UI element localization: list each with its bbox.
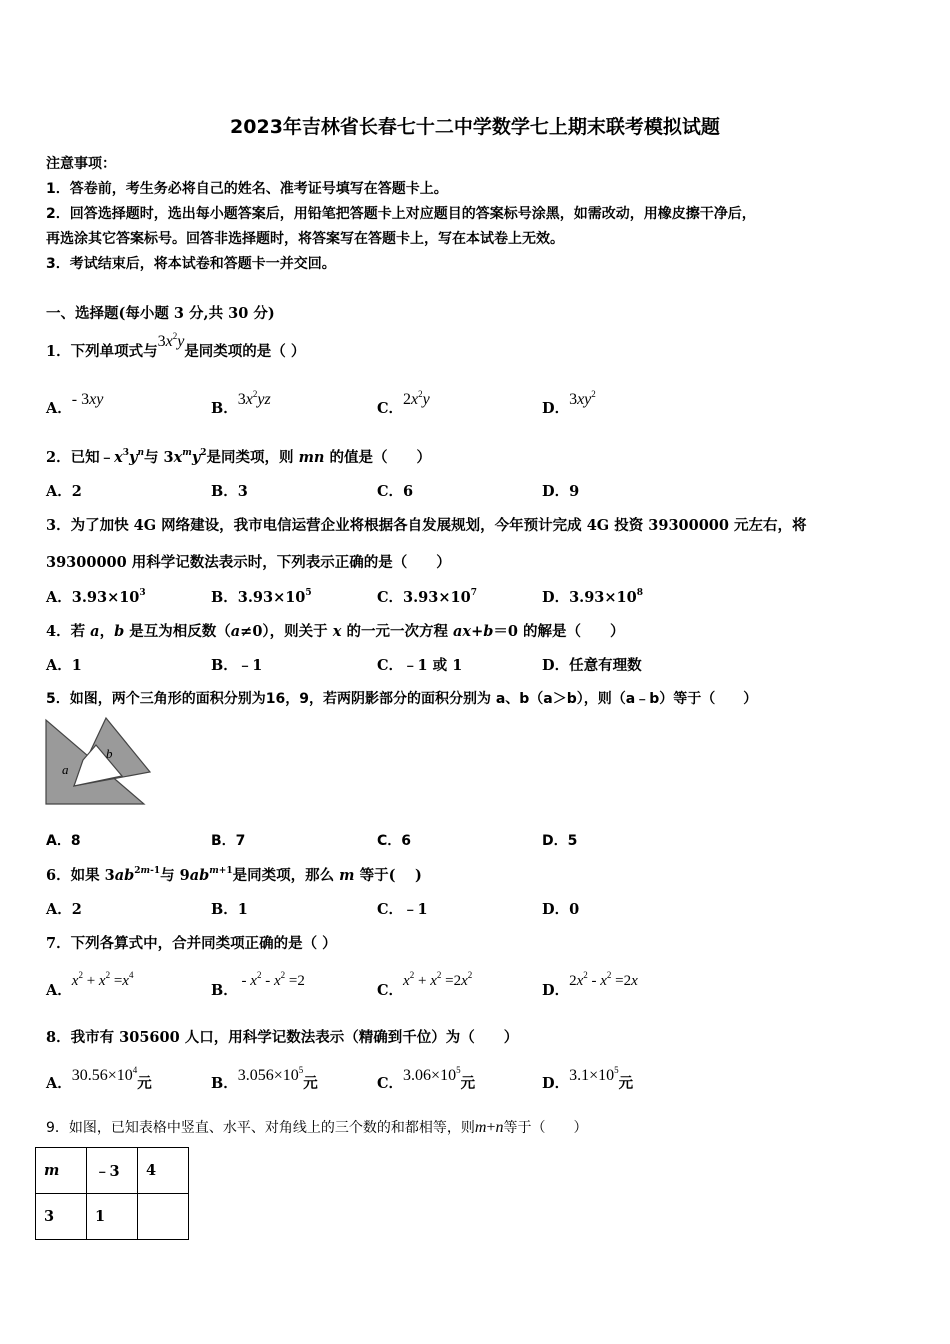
grid-cell: 1 bbox=[87, 1194, 138, 1240]
q2-option-a[interactable]: A．2 bbox=[46, 483, 82, 500]
section-heading: 一、选择题(每小题 3 分,共 30 分) bbox=[46, 305, 275, 322]
q1-pre: 1．下列单项式与 bbox=[46, 343, 158, 360]
q2-option-d[interactable]: D．9 bbox=[542, 483, 580, 500]
question-3-line2: 39300000 用科学记数法表示时，下列表示正确的是（ ） bbox=[46, 554, 451, 571]
q1-option-a[interactable]: A．- 3xy bbox=[46, 391, 104, 417]
q8-option-c[interactable]: C．$3.06\times 10^5$元 bbox=[377, 1065, 476, 1092]
q9-number-grid bbox=[35, 1147, 189, 1240]
question-6: 6．如果 $3ab^{2m-1}$与 $9ab^{m+1}$是同类项，那么 m 等于( ) bbox=[46, 866, 422, 884]
label-a: a bbox=[62, 762, 69, 777]
q1-monomial: $3x^2y$ bbox=[157, 331, 185, 350]
q3-option-a[interactable]: A．$3.93\times 10^3$ bbox=[46, 588, 146, 606]
grid-cell: 3 bbox=[36, 1194, 87, 1240]
table-row bbox=[36, 1194, 189, 1240]
q4-option-d[interactable]: D．任意有理数 bbox=[542, 657, 642, 674]
q7-option-c[interactable]: C．$x^2 + x^2 =2x^2$ bbox=[377, 970, 473, 999]
notice-item: 2．回答选择题时，选出每小题答案后，用铅笔把答题卡上对应题目的答案标号涂黑，如需改动，用橡皮擦干净后， bbox=[46, 206, 756, 222]
notice-heading: 注意事项： bbox=[46, 156, 116, 172]
q7-option-b[interactable]: B． - $x^2 - x^2 =2$ bbox=[211, 970, 305, 999]
q1-option-c[interactable]: C．$2x^2y$ bbox=[377, 389, 430, 417]
grid-cell bbox=[138, 1194, 189, 1240]
q5-option-a[interactable]: A．8 bbox=[46, 833, 81, 849]
q7-option-d[interactable]: D．$2x^2 - x^2 =2x$ bbox=[542, 970, 638, 999]
q6-option-a[interactable]: A．2 bbox=[46, 901, 82, 918]
q4-option-c[interactable]: C．﹣1 或 1 bbox=[377, 657, 463, 674]
q1-post: 是同类项的是（ ） bbox=[184, 343, 306, 360]
question-7: 7．下列各算式中，合并同类项正确的是（ ） bbox=[46, 935, 337, 952]
q8-option-a[interactable]: A．$30.56\times 10^4$元 bbox=[46, 1065, 152, 1092]
q5-triangles-figure bbox=[44, 716, 156, 808]
q6-option-b[interactable]: B．1 bbox=[211, 901, 248, 918]
q8-option-d[interactable]: D．$3.1\times 10^5$元 bbox=[542, 1065, 634, 1092]
q2-option-b[interactable]: B．3 bbox=[211, 483, 248, 500]
q3-option-b[interactable]: B．$3.93\times 10^5$ bbox=[211, 588, 312, 606]
q2-option-c[interactable]: C．6 bbox=[377, 483, 414, 500]
notice-item: 再选涂其它答案标号。回答非选择题时，将答案写在答题卡上，写在本试卷上无效。 bbox=[46, 231, 564, 247]
label-b: b bbox=[106, 746, 113, 761]
q8-option-b[interactable]: B．$3.056\times 10^5$元 bbox=[211, 1065, 318, 1092]
grid-cell: 4 bbox=[138, 1148, 189, 1194]
q3-option-d[interactable]: D．$3.93\times 10^8$ bbox=[542, 588, 643, 606]
question-5: 5．如图，两个三角形的面积分别为16，9，若两阴影部分的面积分别为 a、b（a＞b），则（a﹣b）等于（ ） bbox=[46, 691, 758, 707]
question-1 bbox=[46, 331, 306, 361]
q6-option-d[interactable]: D．0 bbox=[542, 901, 580, 918]
q4-option-b[interactable]: B．﹣1 bbox=[211, 657, 263, 674]
q7-option-a[interactable]: A．$x^2 + x^2 =x^4$ bbox=[46, 970, 134, 999]
question-2: 2．已知$﹣x^3y^n$与 $3x^my^2$是同类项，则 mn 的值是（ ） bbox=[46, 448, 432, 466]
page-title: 2023年吉林省长春七十二中学数学七上期末联考模拟试题 bbox=[230, 116, 720, 138]
q5-option-d[interactable]: D．5 bbox=[542, 833, 578, 849]
q6-option-c[interactable]: C．﹣1 bbox=[377, 901, 428, 918]
notice-item: 3．考试结束后，将本试卷和答题卡一并交回。 bbox=[46, 256, 336, 272]
grid-cell: ﹣3 bbox=[87, 1148, 138, 1194]
q1-option-d[interactable]: D．$3xy^2$ bbox=[542, 389, 596, 417]
notice-item: 1．答卷前，考生务必将自己的姓名、准考证号填写在答题卡上。 bbox=[46, 181, 448, 197]
q3-option-c[interactable]: C．$3.93\times 10^7$ bbox=[377, 588, 477, 606]
q4-option-a[interactable]: A．1 bbox=[46, 657, 82, 674]
q5-option-b[interactable]: B．7 bbox=[211, 833, 246, 849]
question-4: 4．若 a，b 是互为相反数（a≠0），则关于 x 的一元一次方程 ax+b＝0 的解是（ ） bbox=[46, 623, 625, 640]
question-3-line1: 3．为了加快 4G 网络建设，我市电信运营企业将根据各自发展规划，今年预计完成 4G 投资 39300000 元左右，将 bbox=[46, 517, 807, 534]
q1-option-b[interactable]: B．$3x^2yz$ bbox=[211, 389, 271, 417]
table-row bbox=[36, 1148, 189, 1194]
q5-option-c[interactable]: C．6 bbox=[377, 833, 412, 849]
question-8: 8．我市有 305600 人口，用科学记数法表示（精确到千位）为（ ） bbox=[46, 1029, 519, 1046]
question-9: 9．如图，已知表格中竖直、水平、对角线上的三个数的和都相等，则m+n等于（ ） bbox=[46, 1119, 588, 1136]
grid-cell: m bbox=[36, 1148, 87, 1194]
